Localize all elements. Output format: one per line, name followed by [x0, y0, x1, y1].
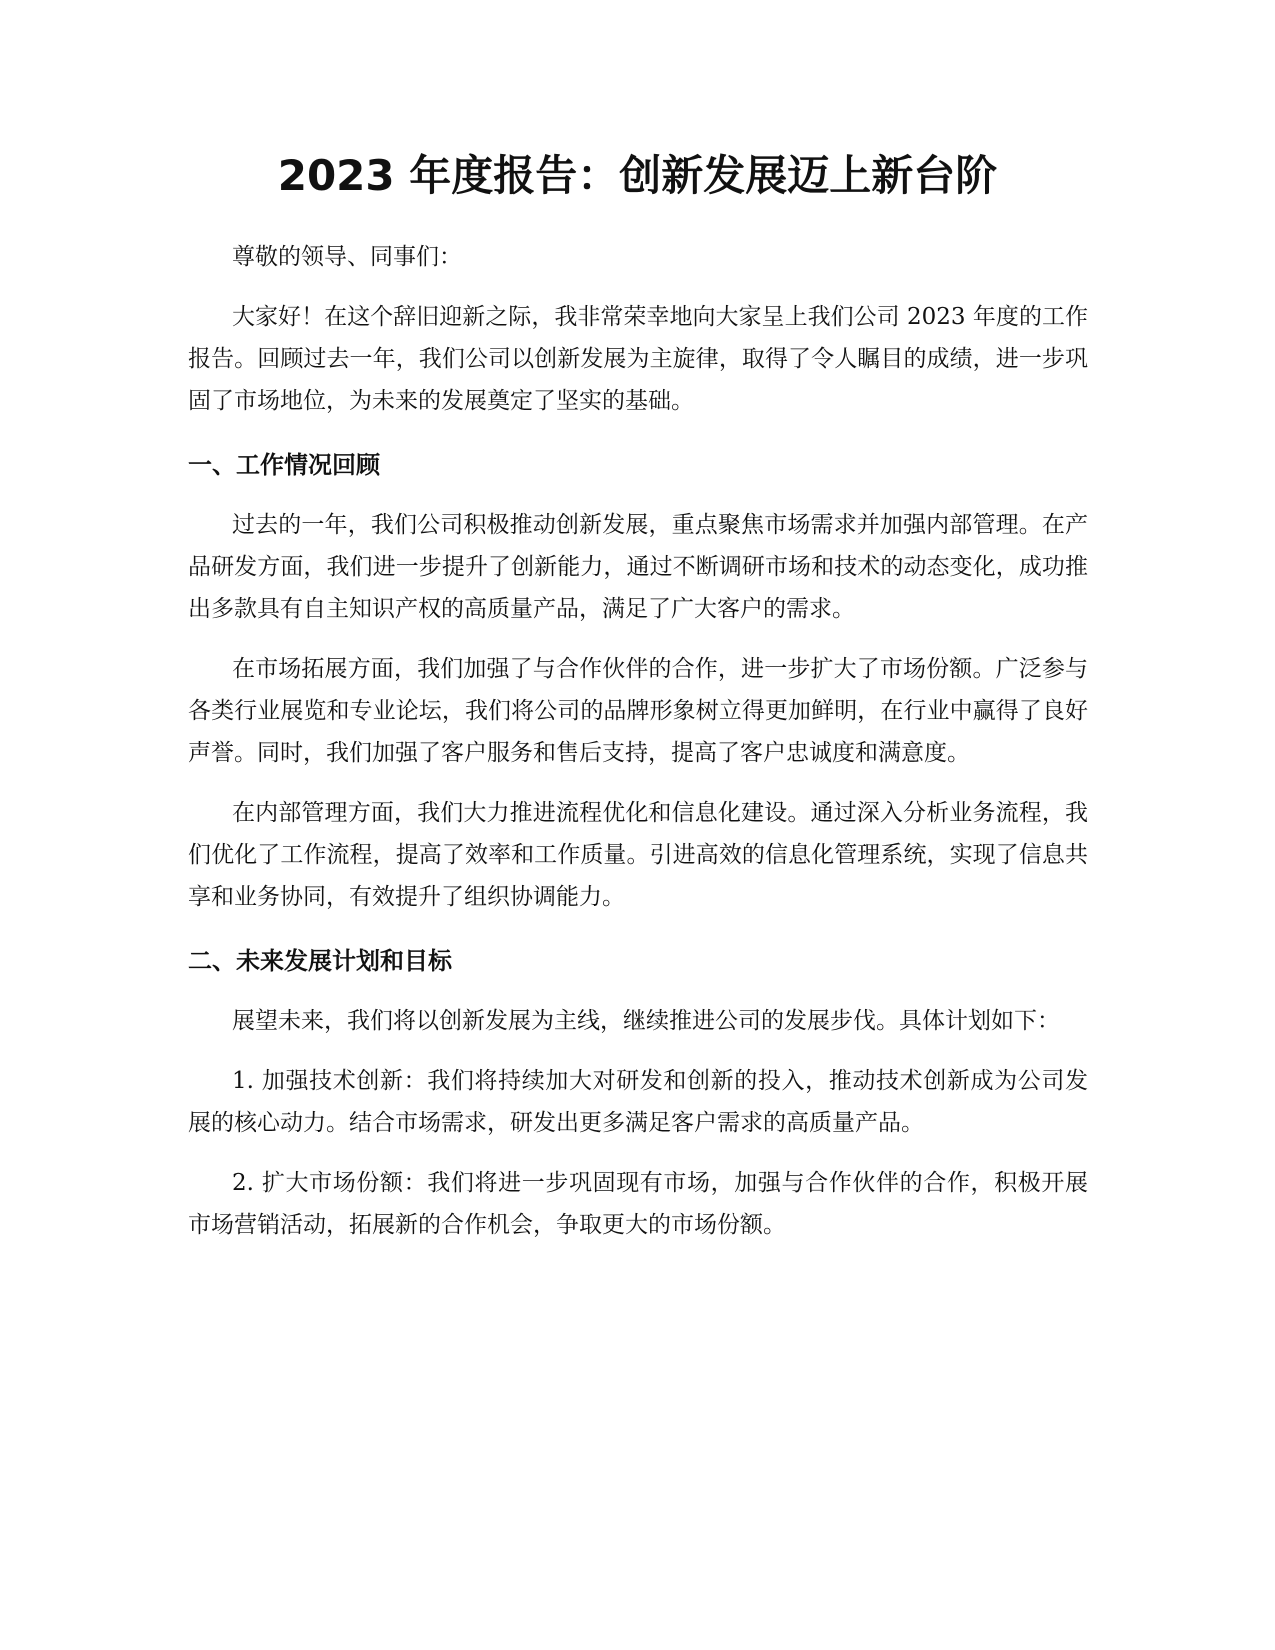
review-paragraph-management: 在内部管理方面，我们大力推进流程优化和信息化建设。通过深入分析业务流程，我们优化了工作流程，提高了效率和工作质量。引进高效的信息化管理系统，实现了信息共享和业务协同，有效提升了组织协调能力。 [188, 800, 1088, 910]
plan-item-tech-innovation: 1. 加强技术创新：我们将持续加大对研发和创新的投入，推动技术创新成为公司发展的核心动力。结合市场需求，研发出更多满足客户需求的高质量产品。 [188, 1068, 1088, 1136]
intro-paragraph: 大家好！在这个辞旧迎新之际，我非常荣幸地向大家呈上我们公司 2023 年度的工作报告。回顾过去一年，我们公司以创新发展为主旋律，取得了令人瞩目的成绩，进一步巩固了市场地位，为未来的发展奠定了坚实的基础。 [188, 304, 1088, 414]
document-body [188, 236, 1088, 1264]
plans-intro-paragraph: 展望未来，我们将以创新发展为主线，继续推进公司的发展步伐。具体计划如下： [232, 1008, 1060, 1034]
plan-item-market-share: 2. 扩大市场份额：我们将进一步巩固现有市场，加强与合作伙伴的合作，积极开展市场营销活动，拓展新的合作机会，争取更大的市场份额。 [188, 1170, 1088, 1238]
salutation: 尊敬的领导、同事们： [232, 244, 462, 270]
review-paragraph-market: 在市场拓展方面，我们加强了与合作伙伴的合作，进一步扩大了市场份额。广泛参与各类行业展览和专业论坛，我们将公司的品牌形象树立得更加鲜明，在行业中赢得了良好声誉。同时，我们加强了客户服务和售后支持，提高了客户忠诚度和满意度。 [188, 656, 1088, 766]
section-heading-review: 一、工作情况回顾 [188, 451, 380, 479]
section-heading-plans: 二、未来发展计划和目标 [188, 947, 452, 975]
review-paragraph-rd: 过去的一年，我们公司积极推动创新发展，重点聚焦市场需求并加强内部管理。在产品研发方面，我们进一步提升了创新能力，通过不断调研市场和技术的动态变化，成功推出多款具有自主知识产权的高质量产品，满足了广大客户的需求。 [188, 512, 1088, 622]
document-title: 2023 年度报告：创新发展迈上新台阶 [277, 151, 998, 200]
